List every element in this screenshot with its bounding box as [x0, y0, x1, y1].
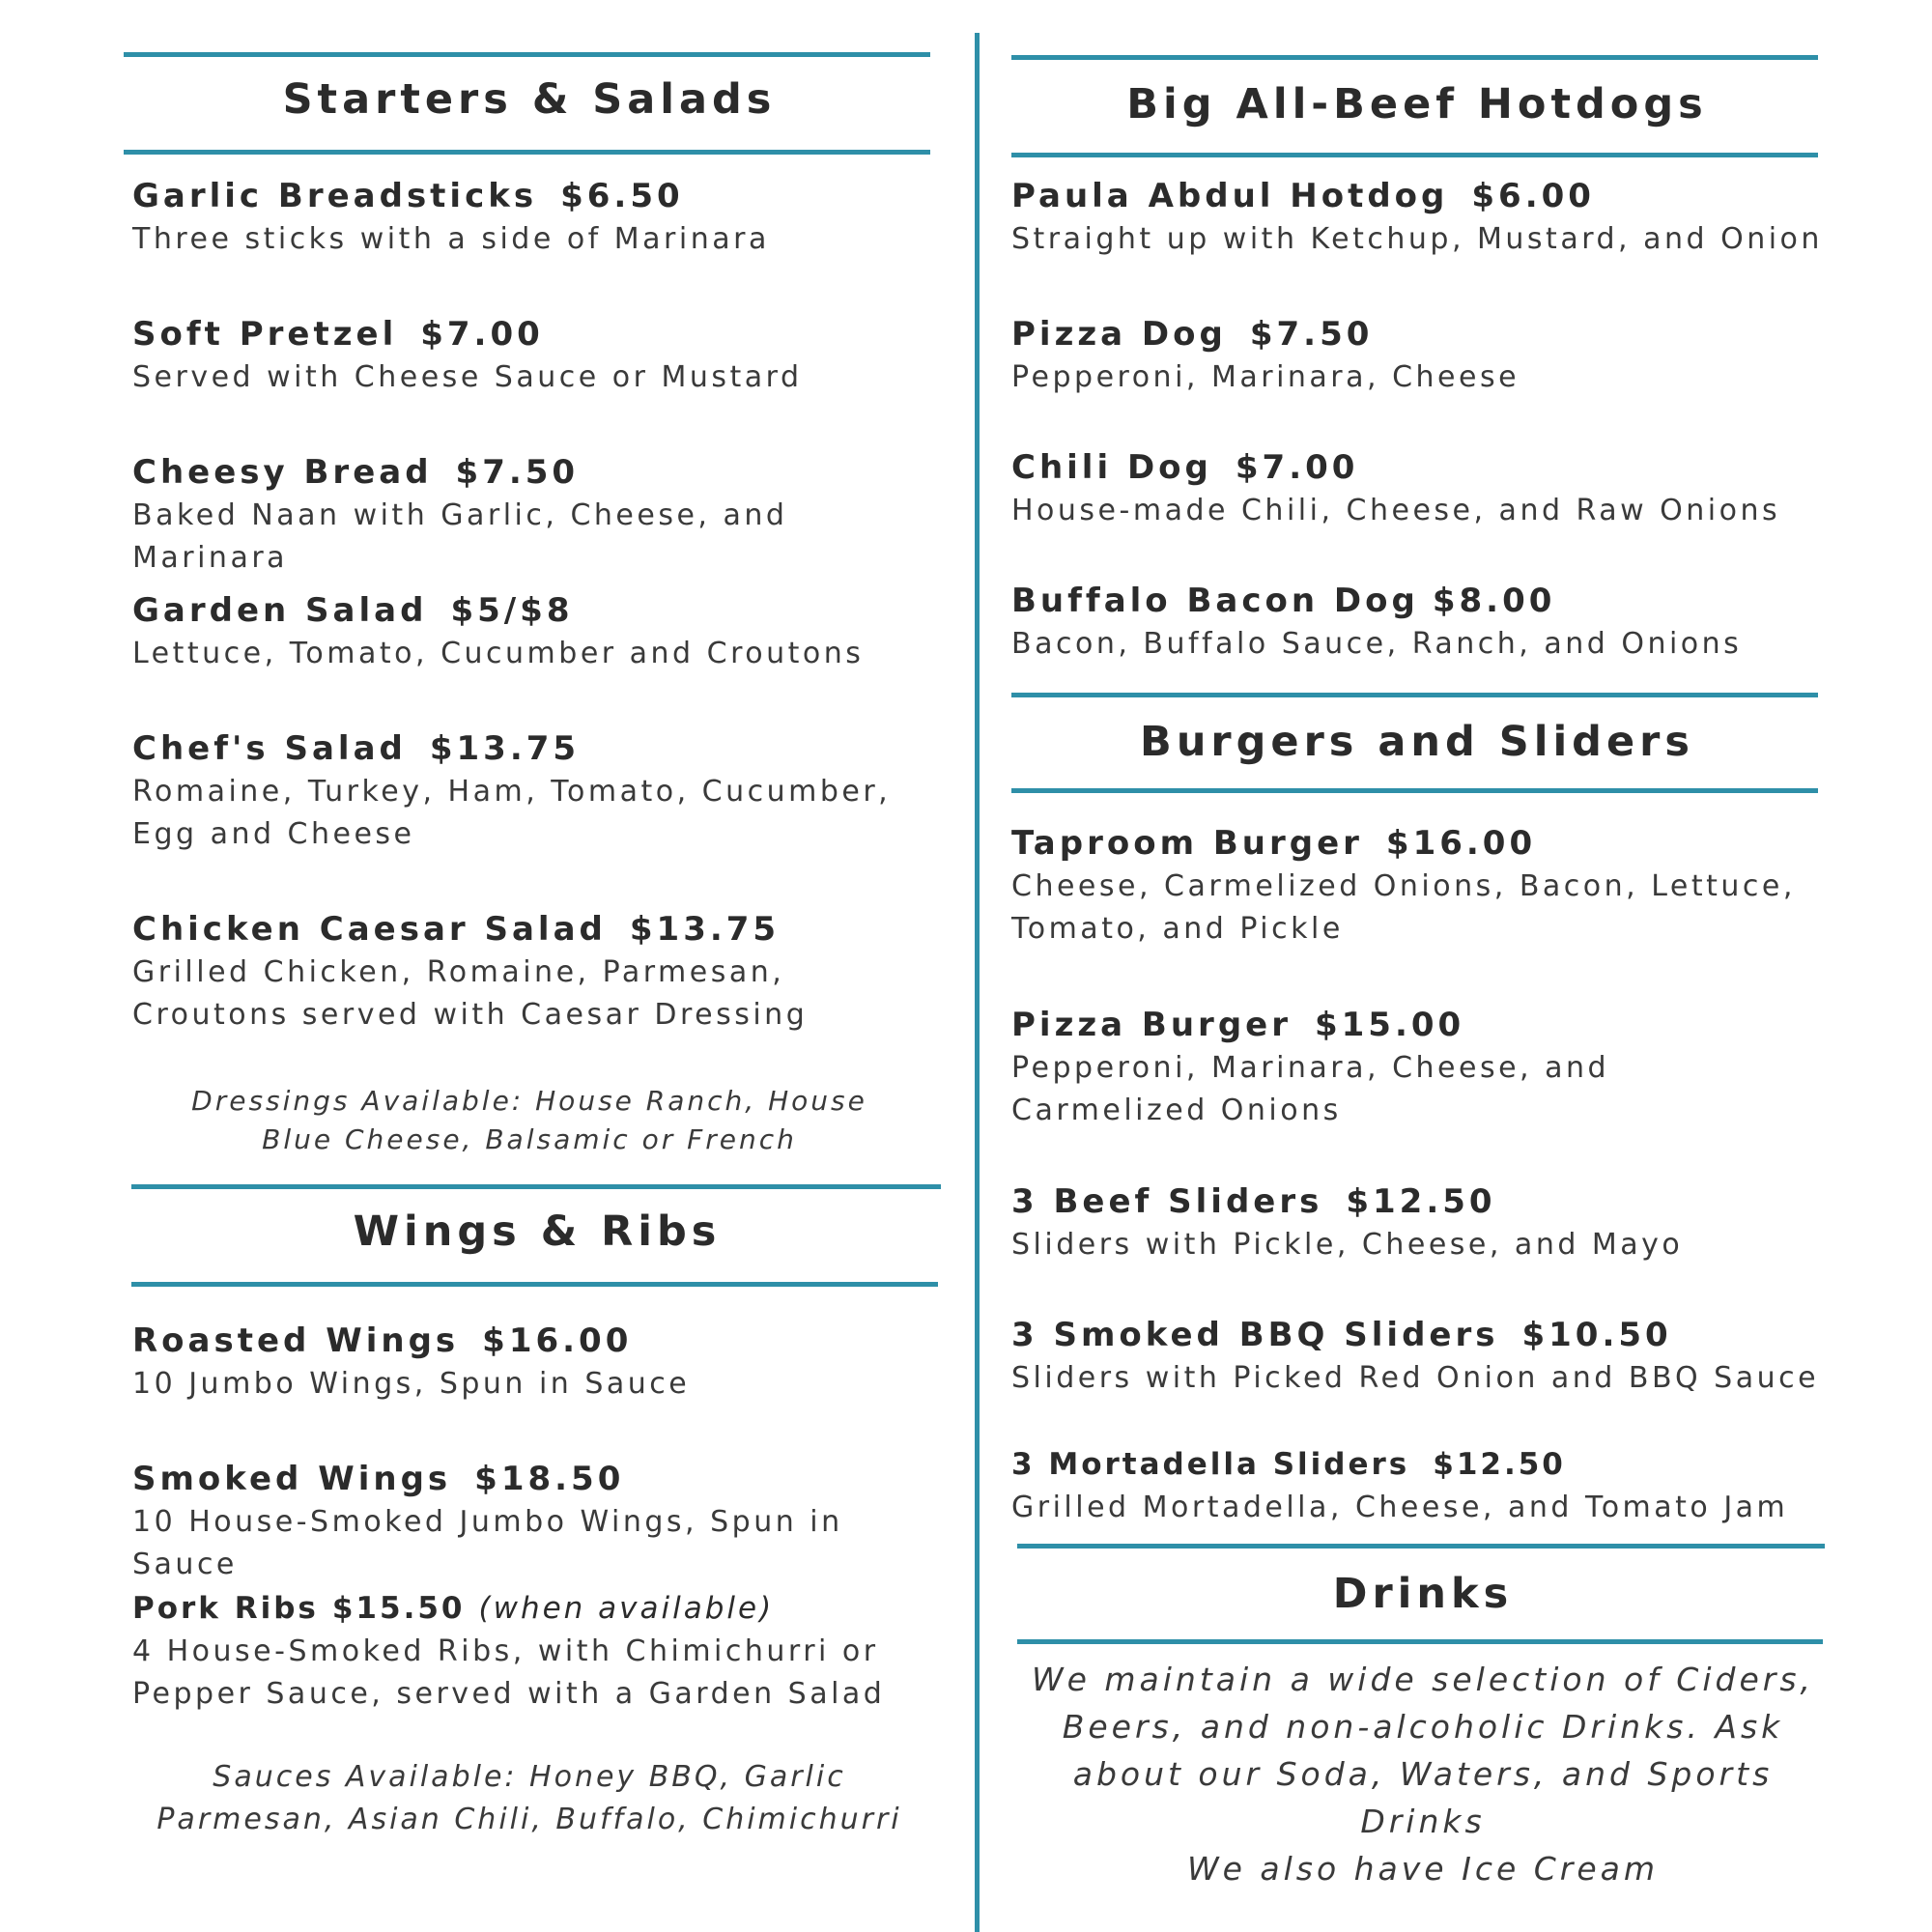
section-rule-bottom [124, 150, 930, 155]
section-title-wings: Wings & Ribs [353, 1208, 722, 1256]
item-description: 10 House-Smoked Jumbo Wings, Spun in Sauce [132, 1505, 843, 1581]
menu-item [132, 312, 802, 399]
section-rule-top [131, 1184, 941, 1189]
item-price: $6.50 [560, 177, 684, 215]
item-name: 3 Beef Sliders [1011, 1182, 1323, 1221]
item-description: Three sticks with a side of Marinara [132, 222, 770, 256]
item-name: 3 Mortadella Sliders [1011, 1447, 1410, 1482]
item-price: $5/$8 [450, 591, 574, 630]
item-description: Straight up with Ketchup, Mustard, and Onion [1011, 222, 1823, 256]
item-name: 3 Smoked BBQ Sliders [1011, 1316, 1499, 1354]
menu-item [1011, 1442, 1788, 1529]
section-rule-bottom [1011, 788, 1818, 793]
item-description: Pepperoni, Marinara, Cheese [1011, 360, 1520, 394]
menu-item [132, 726, 934, 856]
drinks-description: We maintain a wide selection of Ciders, Beers, and non-alcoholic Drinks. Ask about our Soda, Waters, and Sports Drinks [1031, 1661, 1815, 1840]
item-name: Soft Pretzel [132, 315, 398, 354]
item-description: 4 House-Smoked Ribs, with Chimichurri or Pepper Sauce, served with a Garden Salad [132, 1634, 886, 1711]
item-description: Sliders with Pickle, Cheese, and Mayo [1011, 1228, 1684, 1262]
item-availability-note: (when available) [478, 1591, 775, 1626]
item-price: $10.50 [1521, 1316, 1672, 1354]
section-rule-top [1011, 55, 1818, 60]
item-name: Smoked Wings [132, 1460, 452, 1498]
item-name: Chili Dog [1011, 448, 1212, 487]
menu-item [1011, 1003, 1818, 1132]
section-rule-bottom [1011, 153, 1818, 157]
section-title-drinks: Drinks [1332, 1570, 1514, 1618]
menu-item [1011, 1179, 1683, 1266]
item-price: $7.00 [1235, 448, 1359, 487]
item-price: $7.50 [455, 453, 580, 492]
drinks-ice-cream-note: We also have Ice Cream [1186, 1850, 1660, 1888]
item-description: Grilled Mortadella, Cheese, and Tomato Jam [1011, 1491, 1789, 1524]
item-price: $12.50 [1433, 1447, 1566, 1482]
item-description: Sliders with Picked Red Onion and BBQ Sauce [1011, 1361, 1820, 1395]
item-price: $8.00 [1432, 582, 1556, 620]
menu-item [132, 1457, 935, 1586]
item-description: Served with Cheese Sauce or Mustard [132, 360, 803, 394]
section-title-hotdogs: Big All-Beef Hotdogs [1126, 80, 1708, 128]
menu-item [132, 1319, 690, 1406]
menu-item [132, 450, 935, 580]
column-divider [975, 33, 980, 1932]
item-price: $7.00 [420, 315, 544, 354]
item-description: Cheese, Carmelized Onions, Bacon, Lettuce, Tomato, and Pickle [1011, 869, 1796, 946]
item-description: Pepperoni, Marinara, Cheese, and Carmelized Onions [1011, 1051, 1610, 1127]
item-price: $15.00 [1314, 1006, 1465, 1044]
section-title-starters: Starters & Salads [282, 75, 777, 124]
section-rule-bottom [131, 1282, 938, 1287]
menu-item [132, 588, 864, 675]
section-rule-top [1017, 1544, 1825, 1548]
menu-item [132, 1586, 934, 1716]
item-description: Grilled Chicken, Romaine, Parmesan, Croutons served with Caesar Dressing [132, 955, 809, 1032]
menu-item [1011, 821, 1818, 951]
item-description: Romaine, Turkey, Ham, Tomato, Cucumber, Egg and Cheese [132, 775, 892, 851]
item-name: Chicken Caesar Salad [132, 910, 607, 949]
item-name: Garden Salad [132, 591, 428, 630]
menu-item [1011, 579, 1742, 666]
item-price: $15.50 [331, 1591, 466, 1626]
section-rule-top [124, 52, 930, 57]
sauces-note: Sauces Available: Honey BBQ, Garlic Parmesan, Asian Chili, Buffalo, Chimichurri [156, 1760, 902, 1836]
menu-item [132, 174, 770, 261]
item-name: Pizza Burger [1011, 1006, 1292, 1044]
item-description: 10 Jumbo Wings, Spun in Sauce [132, 1367, 691, 1401]
item-description: Bacon, Buffalo Sauce, Ranch, and Onions [1011, 627, 1743, 661]
dressings-note: Dressings Available: House Ranch, House Blue Cheese, Balsamic or French [191, 1085, 867, 1155]
menu-item [1011, 174, 1823, 261]
item-price: $13.75 [629, 910, 781, 949]
section-title-burgers: Burgers and Sliders [1140, 718, 1694, 766]
item-description: House-made Chili, Cheese, and Raw Onions [1011, 494, 1781, 527]
item-price: $16.00 [482, 1321, 633, 1360]
item-name: Garlic Breadsticks [132, 177, 538, 215]
item-name: Buffalo Bacon Dog [1011, 582, 1419, 620]
item-name: Chef's Salad [132, 729, 407, 768]
item-price: $16.00 [1385, 824, 1537, 863]
item-price: $18.50 [474, 1460, 625, 1498]
item-name: Cheesy Bread [132, 453, 433, 492]
item-description: Lettuce, Tomato, Cucumber and Croutons [132, 637, 865, 670]
menu-item [1011, 312, 1520, 399]
menu-item [1011, 1313, 1819, 1400]
item-name: Pork Ribs [132, 1591, 319, 1626]
item-price: $6.00 [1471, 177, 1595, 215]
menu-item [1011, 445, 1780, 532]
menu-item [132, 907, 934, 1037]
item-name: Pizza Dog [1011, 315, 1227, 354]
item-name: Taproom Burger [1011, 824, 1363, 863]
section-rule-bottom [1017, 1639, 1823, 1644]
item-name: Paula Abdul Hotdog [1011, 177, 1449, 215]
item-price: $12.50 [1346, 1182, 1496, 1221]
section-rule-top [1011, 693, 1818, 697]
item-price: $13.75 [429, 729, 581, 768]
item-name: Roasted Wings [132, 1321, 460, 1360]
item-description: Baked Naan with Garlic, Cheese, and Marinara [132, 498, 788, 575]
item-price: $7.50 [1249, 315, 1374, 354]
